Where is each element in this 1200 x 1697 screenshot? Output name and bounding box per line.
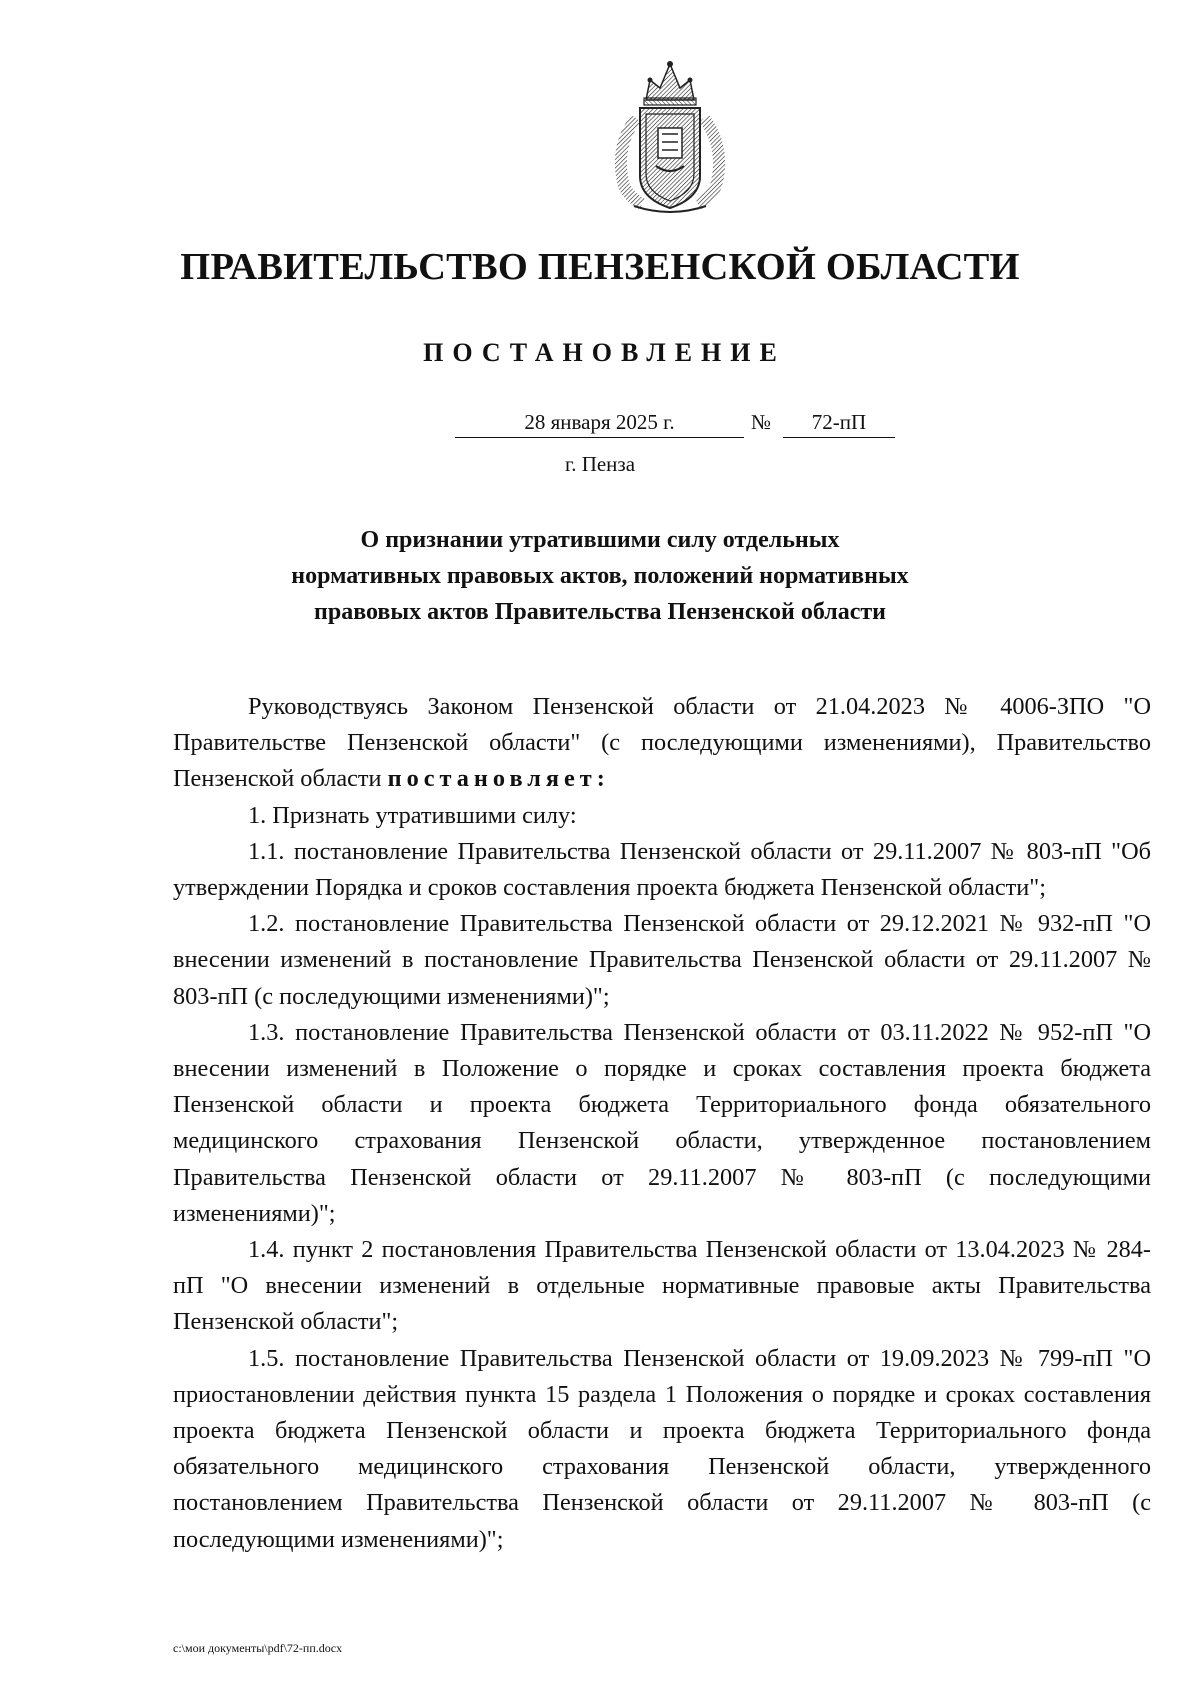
subject-line: О признании утратившими силу отдельных: [360, 527, 840, 553]
item-1-1: 1.1. постановление Правительства Пензенской области от 29.11.2007 № 803-пП "Об утверждении Порядка и сроков составления проекта бюджета Пензенской области";: [173, 837, 1151, 902]
item-1-3: 1.3. постановление Правительства Пензенской области от 03.11.2022 № 952-пП "О внесении изменений в Положение о порядке и сроках составления проекта бюджета Пензенской области и проекта бюджета Территориального фонда обязательного медицинского страхования Пензенской области, утвержденное постановлением Правительства Пензенской области от 29.11.2007 № 803-пП (с последующими изменениями)";: [173, 1018, 1151, 1227]
item-1-4: 1.4. пункт 2 постановления Правительства Пензенской области от 13.04.2023 № 284-пП "О внесении изменений в отдельные нормативные правовые акты Правительства Пензенской области";: [173, 1236, 1151, 1336]
decree-word: постановляет:: [387, 765, 610, 793]
item-1: 1. Признать утратившими силу:: [248, 801, 577, 829]
preamble-paragraph: [173, 689, 1151, 798]
item-1-5: 1.5. постановление Правительства Пензенской области от 19.09.2023 № 799-пП "О приостановлении действия пункта 15 раздела 1 Положения о порядке и сроках составления проекта бюджета Пензенской области и проекта бюджета Территориального фонда обязательного медицинского страхования Пензенской области, утвержденного постановлением Правительства Пензенской области от 29.11.2007 № 803-пП (с последующими изменениями)";: [173, 1344, 1151, 1553]
footer-file-path: c:\мои документы\pdf\72-пп.docx: [173, 1641, 343, 1655]
document-city: г. Пенза: [564, 452, 636, 476]
document-body: [173, 689, 1151, 1558]
item-1-2: 1.2. постановление Правительства Пензенской области от 29.12.2021 № 932-пП "О внесении изменений в постановление Правительства Пензенской области от 29.11.2007 № 803-пП (с последующими изменениями)";: [173, 910, 1151, 1010]
document-type-title: ПОСТАНОВЛЕНИЕ: [423, 338, 786, 367]
document-date: 28 января 2025 г.: [455, 409, 744, 438]
subject-line: правовых актов Правительства Пензенской области: [314, 599, 886, 625]
coat-of-arms-emblem: [606, 58, 734, 216]
number-sign: №: [751, 410, 772, 434]
document-subject: [0, 522, 1200, 630]
organization-name: ПРАВИТЕЛЬСТВО ПЕНЗЕНСКОЙ ОБЛАСТИ: [180, 246, 1020, 288]
subject-line: нормативных правовых актов, положений нормативных: [291, 563, 909, 589]
preamble-text: Руководствуясь Законом Пензенской области от 21.04.2023 № 4006-ЗПО "О Правительстве Пензенской области" (с последующими изменениями), Правительство Пензенской области: [173, 693, 1151, 793]
document-number: 72-пП: [783, 409, 895, 438]
